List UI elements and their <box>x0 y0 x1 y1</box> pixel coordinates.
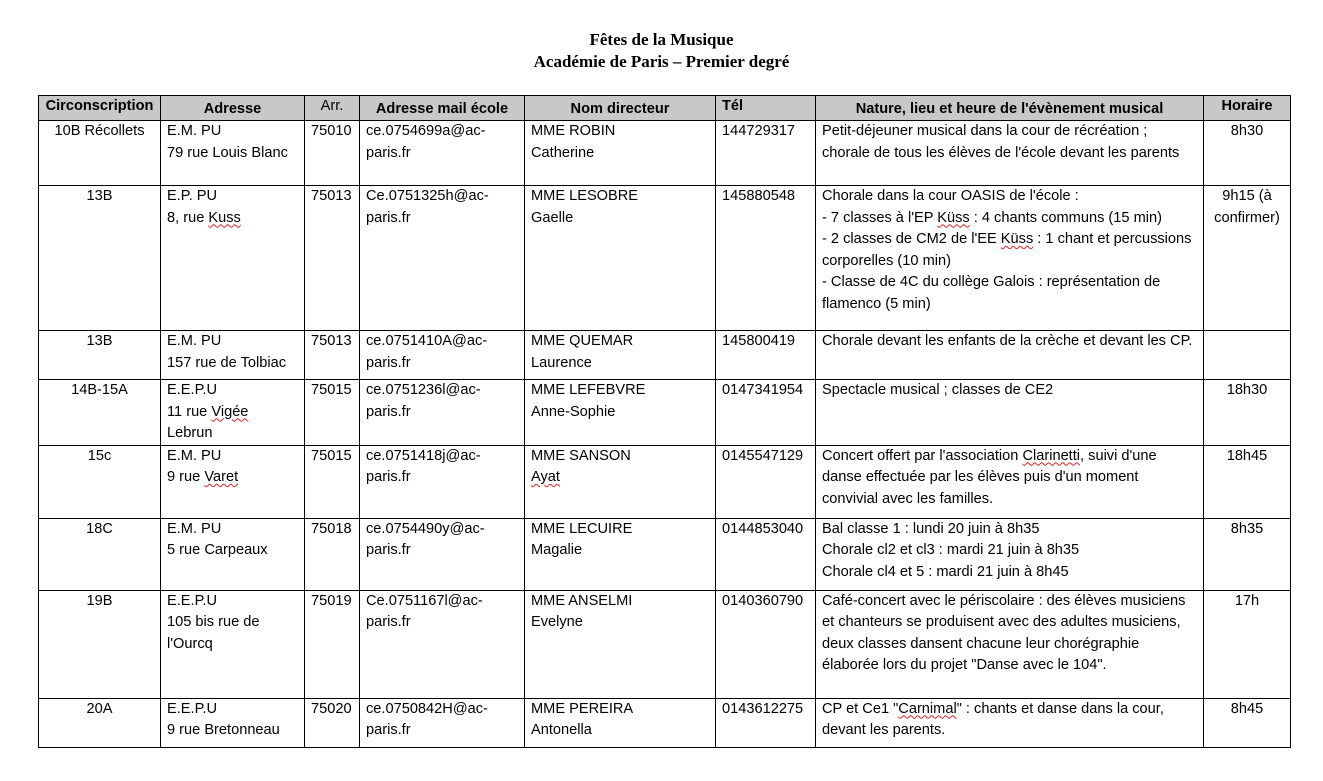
street <box>167 208 298 230</box>
cell-horaire: 8h35 <box>1204 518 1291 590</box>
school-type: E.P. PU <box>167 188 218 204</box>
mail-part-1: ce.0751418j@ac- <box>366 447 481 464</box>
cell-nature: Café-concert avec le périscolaire : des élèves musiciens et chanteurs se produisent avec des adultes musiciens, deux classes dansent chacune leur chorégraphie élaborée lors du projet "Danse avec le 104". <box>816 590 1204 698</box>
cell-adresse <box>161 445 305 518</box>
nature-line: Bal classe 1 : lundi 20 juin à 8h35 <box>822 520 1040 537</box>
title-line-2: Académie de Paris – Premier degré <box>533 52 790 71</box>
cell-arr: 75013 <box>305 186 360 331</box>
nature-school-name: Küss <box>1000 231 1034 247</box>
cell-horaire: 8h30 <box>1204 121 1291 186</box>
nature-line <box>822 229 1197 272</box>
school-type: E.M. PU <box>167 447 222 464</box>
street <box>167 402 298 424</box>
director-title: MME LEFEBVRE <box>531 382 646 398</box>
cell-nature: Spectacle musical ; classes de CE2 <box>816 380 1204 446</box>
street-prefix: 9 rue <box>167 469 205 485</box>
cell-arr: 75018 <box>305 518 360 590</box>
director-firstname: Evelyne <box>531 614 583 630</box>
cell-directeur <box>525 121 716 186</box>
table-row <box>39 590 1291 698</box>
cell-mail <box>360 518 525 590</box>
mail-part-2: paris.fr <box>366 209 411 226</box>
nature-text: : 4 chants communs (15 min) <box>969 209 1162 226</box>
cell-directeur <box>525 331 716 380</box>
director-title: MME PEREIRA <box>531 700 634 717</box>
cell-mail <box>360 698 525 747</box>
nature-text: , suivi d'une danse effectuée par les élèves puis d'un moment convivial avec les familles. <box>822 447 1157 507</box>
street: 79 rue Louis Blanc <box>167 144 288 161</box>
cell-nature <box>816 518 1204 590</box>
street-prefix: 8, rue <box>167 209 209 226</box>
nature-text: : 1 chant et percussions corporelles (10 min) <box>822 231 1192 269</box>
school-type: E.M. PU <box>167 123 222 139</box>
cell-adresse <box>161 121 305 186</box>
street: 157 rue de Tolbiac <box>167 354 287 371</box>
street <box>167 467 298 489</box>
cell-horaire: 18h30 <box>1204 380 1291 446</box>
header-row <box>39 96 1291 121</box>
nature-school-name: Küss <box>937 209 970 226</box>
director-firstname: Magalie <box>531 542 583 558</box>
mail-part-1: ce.0754699a@ac- <box>366 123 486 139</box>
cell-horaire: 8h45 <box>1204 698 1291 747</box>
cell-circonscription: 18C <box>39 518 161 590</box>
cell-arr: 75010 <box>305 121 360 186</box>
header-horaire: Horaire <box>1204 96 1291 121</box>
title-line-1: Fêtes de la Musique <box>589 30 734 49</box>
mail-part-1: Ce.0751167l@ac- <box>366 592 483 609</box>
cell-adresse <box>161 698 305 747</box>
street-suffix: Lebrun <box>167 425 213 441</box>
cell-directeur <box>525 186 716 331</box>
nature-line: Chorale cl4 et 5 : mardi 21 juin à 8h45 <box>822 563 1069 580</box>
document-title <box>0 29 1323 73</box>
street-prefix: 11 rue <box>167 403 212 420</box>
cell-directeur <box>525 445 716 518</box>
header-arr: Arr. <box>305 96 360 121</box>
cell-tel: 0145547129 <box>716 445 816 518</box>
director-firstname: Anne-Sophie <box>531 403 616 420</box>
header-nom-directeur: Nom directeur <box>525 96 716 121</box>
street-name: Vigée <box>211 403 249 420</box>
cell-nature <box>816 698 1204 747</box>
mail-part-2: paris.fr <box>366 354 411 371</box>
director-firstname: Laurence <box>531 354 592 371</box>
cell-arr: 75020 <box>305 698 360 747</box>
street: 105 bis rue de l'Ourcq <box>167 614 260 652</box>
nature-text: - 2 classes de CM2 de l'EE <box>822 231 1001 247</box>
cell-mail <box>360 121 525 186</box>
director-title: MME SANSON <box>531 447 631 464</box>
street-name: Kuss <box>208 209 241 226</box>
mail-part-2: paris.fr <box>366 722 411 738</box>
school-type: E.E.P.U <box>167 382 218 398</box>
cell-adresse <box>161 590 305 698</box>
cell-mail <box>360 445 525 518</box>
cell-horaire: 9h15 (à confirmer) <box>1204 186 1291 331</box>
nature-text: Concert offert par l'association <box>822 447 1023 464</box>
cell-horaire: 18h45 <box>1204 445 1291 518</box>
director-title: MME LESOBRE <box>531 188 639 204</box>
cell-circonscription: 13B <box>39 331 161 380</box>
cell-nature <box>816 445 1204 518</box>
cell-tel: 145880548 <box>716 186 816 331</box>
nature-text: - 7 classes à l'EP <box>822 209 938 226</box>
street: 9 rue Bretonneau <box>167 722 280 738</box>
table-row <box>39 518 1291 590</box>
cell-nature: Petit-déjeuner musical dans la cour de récréation ; chorale de tous les élèves de l'école devant les parents <box>816 121 1204 186</box>
cell-adresse <box>161 186 305 331</box>
mail-part-2: paris.fr <box>366 403 411 420</box>
mail-part-1: ce.0751236l@ac- <box>366 382 481 398</box>
cell-circonscription: 19B <box>39 590 161 698</box>
cell-arr: 75015 <box>305 445 360 518</box>
cell-tel: 0147341954 <box>716 380 816 446</box>
cell-tel: 144729317 <box>716 121 816 186</box>
cell-nature <box>816 186 1204 331</box>
school-type: E.E.P.U <box>167 700 218 717</box>
school-type: E.M. PU <box>167 333 222 349</box>
cell-tel: 145800419 <box>716 331 816 380</box>
nature-line <box>822 208 1197 230</box>
cell-directeur <box>525 518 716 590</box>
cell-circonscription: 10B Récollets <box>39 121 161 186</box>
cell-adresse <box>161 518 305 590</box>
mail-part-1: ce.0751410A@ac- <box>366 333 488 349</box>
cell-adresse <box>161 380 305 446</box>
cell-mail <box>360 331 525 380</box>
header-adresse: Adresse <box>161 96 305 121</box>
street: 5 rue Carpeaux <box>167 542 268 558</box>
director-firstname: Catherine <box>531 144 595 161</box>
cell-tel: 0143612275 <box>716 698 816 747</box>
cell-mail <box>360 590 525 698</box>
cell-circonscription: 15c <box>39 445 161 518</box>
cell-directeur <box>525 698 716 747</box>
cell-nature: Chorale devant les enfants de la crèche et devant les CP. <box>816 331 1204 380</box>
cell-tel: 0144853040 <box>716 518 816 590</box>
table-row <box>39 331 1291 380</box>
cell-arr: 75013 <box>305 331 360 380</box>
table-row <box>39 380 1291 446</box>
cell-horaire: 17h <box>1204 590 1291 698</box>
cell-circonscription: 20A <box>39 698 161 747</box>
director-firstname: Gaelle <box>531 209 574 226</box>
mail-part-1: Ce.0751325h@ac- <box>366 188 489 204</box>
cell-adresse <box>161 331 305 380</box>
mail-part-2: paris.fr <box>366 144 411 161</box>
school-type: E.E.P.U <box>167 592 218 609</box>
mail-part-2: paris.fr <box>366 469 411 485</box>
header-nature: Nature, lieu et heure de l'évènement musical <box>816 96 1204 121</box>
table-row <box>39 445 1291 518</box>
cell-directeur <box>525 590 716 698</box>
nature-line: Chorale cl2 et cl3 : mardi 21 juin à 8h35 <box>822 542 1080 558</box>
nature-association-name: Clarinetti <box>1022 447 1081 464</box>
mail-part-2: paris.fr <box>366 614 411 630</box>
nature-text: " : chants et danse dans la cour, devant les parents. <box>822 700 1164 738</box>
director-firstname: Ayat <box>531 469 560 485</box>
nature-text: CP et Ce1 " <box>822 700 899 717</box>
mail-part-1: ce.0750842H@ac- <box>366 700 488 717</box>
table-row <box>39 186 1291 331</box>
table-row <box>39 698 1291 747</box>
director-title: MME QUEMAR <box>531 333 634 349</box>
cell-mail <box>360 186 525 331</box>
school-type: E.M. PU <box>167 520 222 537</box>
cell-tel: 0140360790 <box>716 590 816 698</box>
director-title: MME LECUIRE <box>531 520 633 537</box>
cell-arr: 75015 <box>305 380 360 446</box>
cell-directeur <box>525 380 716 446</box>
header-circonscription: Circonscription <box>39 96 161 121</box>
events-table <box>38 95 1291 748</box>
nature-event-name: Carnimal <box>898 700 957 717</box>
director-firstname: Antonella <box>531 722 592 738</box>
nature-line: Chorale dans la cour OASIS de l'école : <box>822 188 1079 204</box>
mail-part-2: paris.fr <box>366 542 411 558</box>
mail-part-1: ce.0754490y@ac- <box>366 520 485 537</box>
cell-horaire <box>1204 331 1291 380</box>
director-title: MME ROBIN <box>531 123 616 139</box>
header-tel: Tél <box>716 96 816 121</box>
director-title: MME ANSELMI <box>531 592 633 609</box>
street-name: Varet <box>204 469 239 485</box>
header-adresse-mail: Adresse mail école <box>360 96 525 121</box>
cell-mail <box>360 380 525 446</box>
nature-line: - Classe de 4C du collège Galois : représentation de flamenco (5 min) <box>822 274 1161 312</box>
table-row <box>39 121 1291 186</box>
cell-circonscription: 14B-15A <box>39 380 161 446</box>
cell-circonscription: 13B <box>39 186 161 331</box>
cell-arr: 75019 <box>305 590 360 698</box>
